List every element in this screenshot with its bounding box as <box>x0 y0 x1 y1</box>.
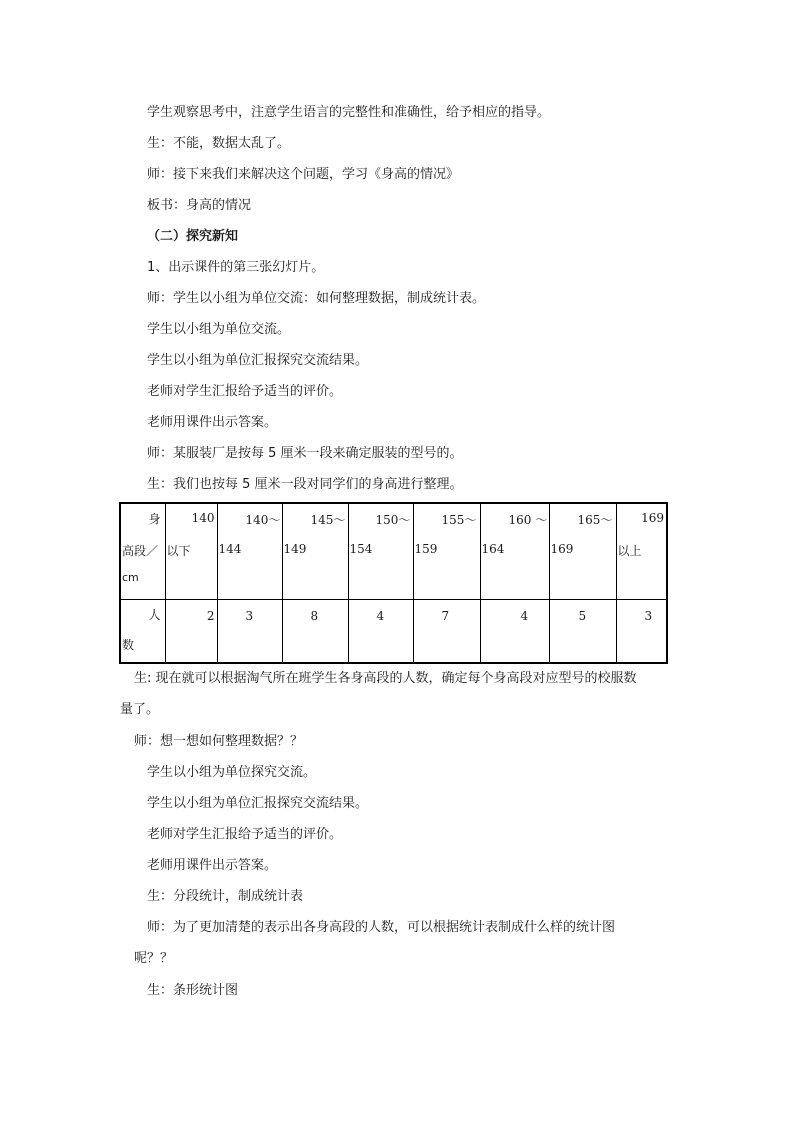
range-top: 160 ～ <box>508 513 548 527</box>
paragraph: 学生以小组为单位交流。 <box>147 322 291 337</box>
range-bottom: 144 <box>218 542 242 556</box>
height-range-cell <box>282 503 348 600</box>
count-value: 4 <box>520 609 529 623</box>
paragraph: 师：为了更加清楚的表示出各身高段的人数，可以根据统计表制成什么样的统计图 <box>147 920 616 935</box>
paragraph: 量了。 <box>120 702 160 717</box>
paragraph: 学生以小组为单位探究交流。 <box>147 765 317 780</box>
count-value: 3 <box>245 609 254 623</box>
paragraph: 生：条形统计图 <box>147 983 239 998</box>
height-stats-table <box>119 502 668 664</box>
paragraph: 师：学生以小组为单位交流：如何整理数据，制成统计表。 <box>147 291 486 306</box>
paragraph: 生：分段统计，制成统计表 <box>147 889 304 904</box>
count-cell <box>165 600 217 664</box>
paragraph: 老师对学生汇报给予适当的评价。 <box>147 384 343 399</box>
paragraph: 学生观察思考中，注意学生语言的完整性和准确性，给予相应的指导。 <box>147 105 551 120</box>
range-top: 165～ <box>577 513 613 527</box>
height-range-cell <box>165 503 217 600</box>
header-label-cell <box>120 503 165 600</box>
count-cell <box>549 600 616 664</box>
paragraph: 师：想一想如何整理数据？？ <box>134 734 304 749</box>
range-top: 150～ <box>375 513 411 527</box>
range-top: 140 <box>191 511 215 525</box>
count-value: 8 <box>310 609 319 623</box>
header-label-line: 高段／ <box>122 544 159 558</box>
paragraph: 学生以小组为单位汇报探究交流结果。 <box>147 796 369 811</box>
range-top: 155～ <box>441 513 477 527</box>
count-label-line: 人 <box>148 608 161 622</box>
paragraph: 生：我们也按每 5 厘米一段对同学们的身高进行整理。 <box>147 477 463 492</box>
paragraph: 学生以小组为单位汇报探究交流结果。 <box>147 353 369 368</box>
height-range-cell <box>217 503 282 600</box>
paragraph: 呢？？ <box>134 951 174 966</box>
paragraph: 生: 现在就可以根据淘气所在班学生各身高段的人数，确定每个身高段对应型号的校服数 <box>134 671 637 686</box>
height-range-cell <box>616 503 667 600</box>
range-bottom: 154 <box>349 542 373 556</box>
header-label-line: 身 <box>148 512 161 526</box>
table-count-row <box>120 600 667 664</box>
header-label-line: cm <box>122 571 139 584</box>
count-value: 7 <box>441 609 450 623</box>
count-value: 2 <box>206 609 215 623</box>
count-value: 5 <box>578 609 587 623</box>
range-bottom: 以下 <box>166 544 191 558</box>
height-range-cell <box>348 503 413 600</box>
paragraph: 师：接下来我们来解决这个问题，学习《身高的情况》 <box>147 167 460 182</box>
paragraph: 老师用课件出示答案。 <box>147 415 278 430</box>
height-range-cell <box>480 503 549 600</box>
range-top: 169 <box>641 511 664 525</box>
section-heading: （二）探究新知 <box>147 229 239 244</box>
paragraph: 板书：身高的情况 <box>147 198 252 213</box>
paragraph: 老师对学生汇报给予适当的评价。 <box>147 827 343 842</box>
count-cell <box>217 600 282 664</box>
range-top: 140～ <box>245 513 281 527</box>
count-cell <box>616 600 667 664</box>
range-top: 145～ <box>310 513 346 527</box>
count-label-line: 数 <box>122 638 135 652</box>
table-header-row <box>120 503 667 600</box>
range-bottom: 149 <box>283 542 307 556</box>
range-bottom: 169 <box>550 542 574 556</box>
paragraph: 生：不能，数据太乱了。 <box>147 136 291 151</box>
range-bottom: 以上 <box>617 544 642 558</box>
paragraph: 老师用课件出示答案。 <box>147 858 278 873</box>
count-value: 3 <box>644 609 653 623</box>
count-value: 4 <box>376 609 385 623</box>
count-label-cell <box>120 600 165 664</box>
count-cell <box>282 600 348 664</box>
count-cell <box>413 600 480 664</box>
paragraph: 1、出示课件的第三张幻灯片。 <box>147 260 325 275</box>
range-bottom: 164 <box>481 542 505 556</box>
count-cell <box>480 600 549 664</box>
paragraph: 师：某服装厂是按每 5 厘米一段来确定服装的型号的。 <box>147 446 463 461</box>
range-bottom: 159 <box>414 542 438 556</box>
height-range-cell <box>413 503 480 600</box>
count-cell <box>348 600 413 664</box>
height-range-cell <box>549 503 616 600</box>
